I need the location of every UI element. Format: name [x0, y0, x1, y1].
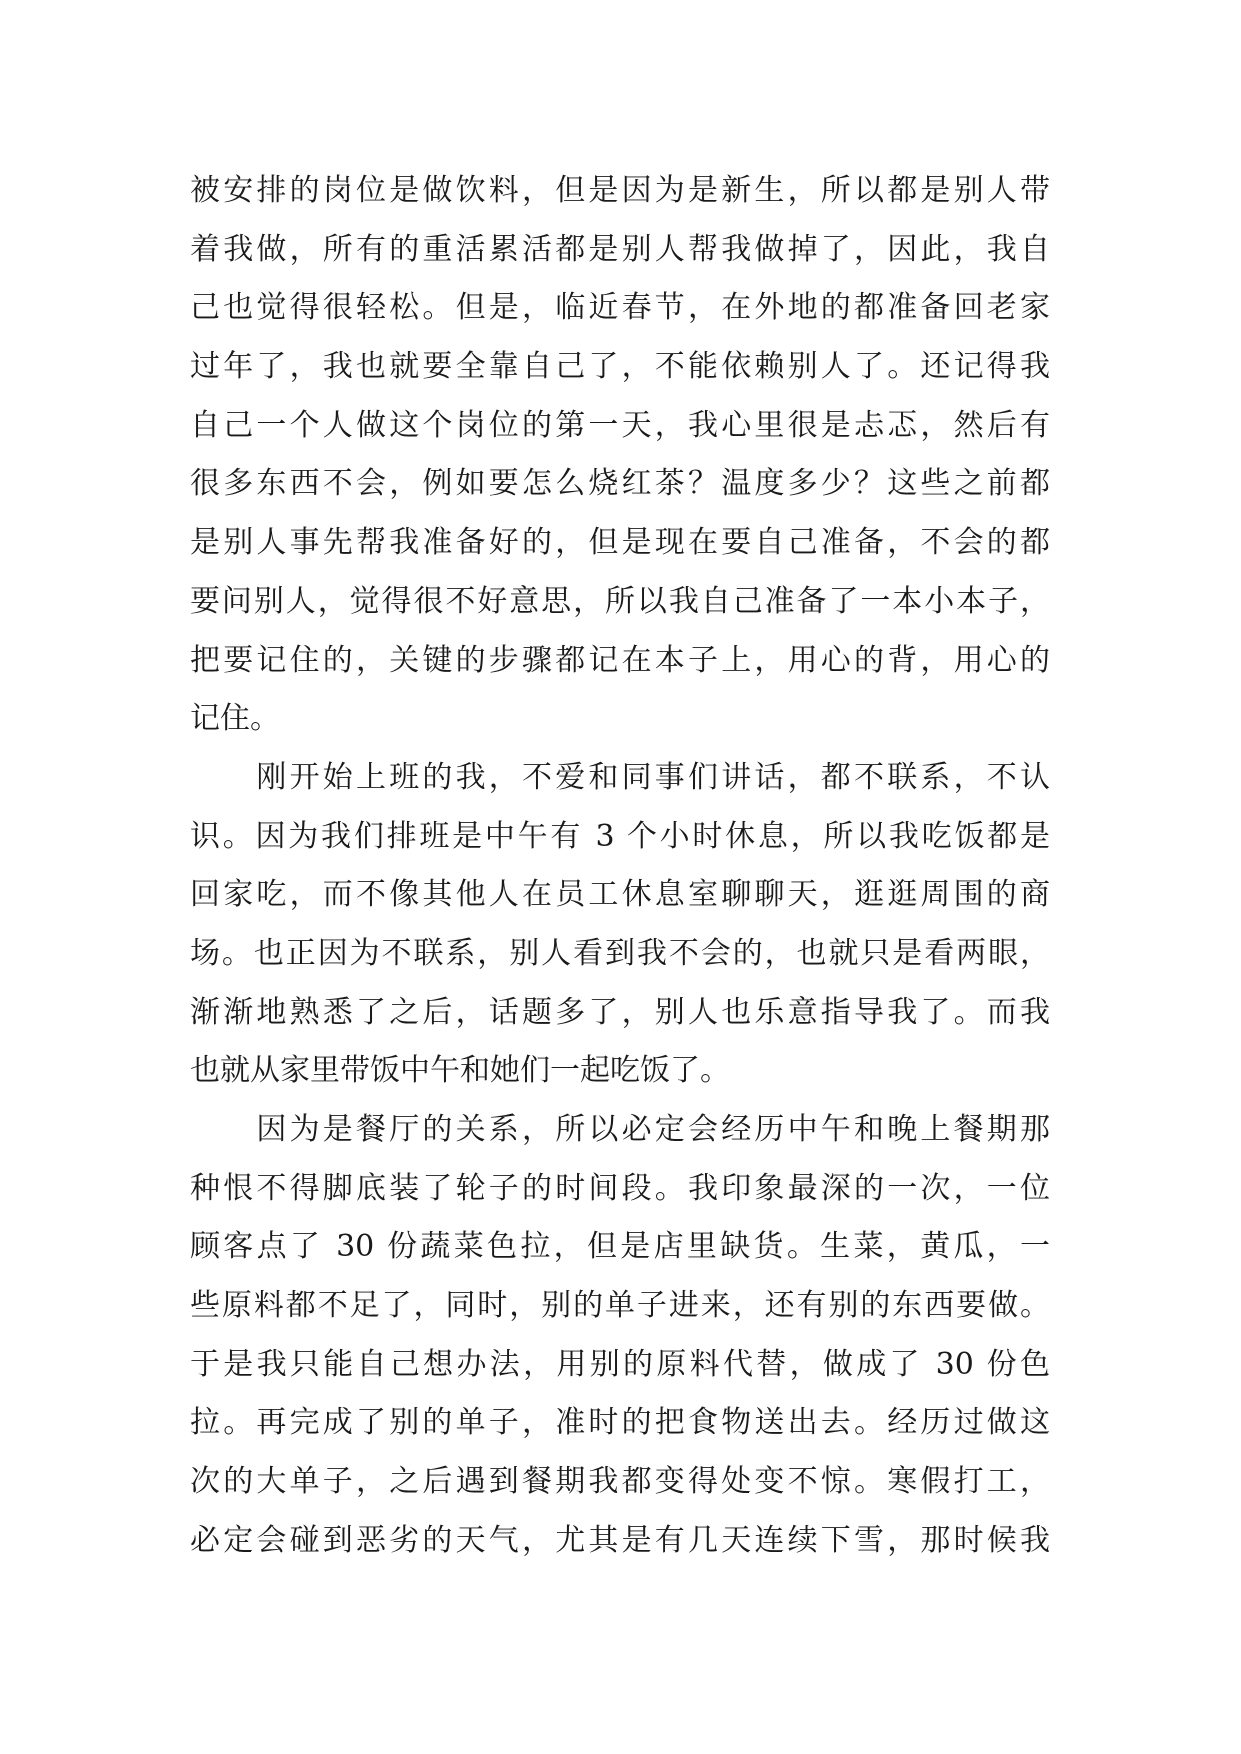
- text-line: 渐渐地熟悉了之后，话题多了，别人也乐意指导我了。而我: [190, 994, 1050, 1030]
- text-line: 己也觉得很轻松。但是，临近春节，在外地的都准备回老家: [190, 290, 1050, 326]
- document-body: [190, 162, 1050, 1571]
- text-line: 识。因为我们排班是中午有 3 个小时休息，所以我吃饭都是: [190, 818, 1050, 854]
- paragraph-3: [190, 1101, 1050, 1571]
- text-line: 是别人事先帮我准备好的，但是现在要自己准备，不会的都: [190, 525, 1050, 561]
- text-line: 要问别人，觉得很不好意思，所以我自己准备了一本小本子，: [190, 583, 1050, 619]
- text-line: 很多东西不会，例如要怎么烧红茶？温度多少？这些之前都: [190, 466, 1050, 502]
- text-line: 次的大单子，之后遇到餐期我都变得处变不惊。寒假打工，: [190, 1464, 1050, 1500]
- text-line: 些原料都不足了，同时，别的单子进来，还有别的东西要做。: [190, 1288, 1050, 1324]
- text-line: 顾客点了 30 份蔬菜色拉，但是店里缺货。生菜，黄瓜，一: [190, 1229, 1050, 1265]
- text-line: 场。也正因为不联系，别人看到我不会的，也就只是看两眼，: [190, 935, 1050, 971]
- text-line: 刚开始上班的我，不爱和同事们讲话，都不联系，不认: [190, 759, 1050, 795]
- text-line: 因为是餐厅的关系，所以必定会经历中午和晚上餐期那: [190, 1112, 1050, 1147]
- text-line: 种恨不得脚底装了轮子的时间段。我印象最深的一次，一位: [190, 1170, 1050, 1206]
- text-line: 拉。再完成了别的单子，准时的把食物送出去。经历过做这: [190, 1405, 1050, 1441]
- text-line: 把要记住的，关键的步骤都记在本子上，用心的背，用心的: [190, 642, 1050, 678]
- paragraph-2: [190, 749, 1050, 1101]
- text-line: 回家吃，而不像其他人在员工休息室聊聊天，逛逛周围的商: [190, 877, 1050, 913]
- text-line: 着我做，所有的重活累活都是别人帮我做掉了，因此，我自: [190, 231, 1050, 267]
- text-line: 于是我只能自己想办法，用别的原料代替，做成了 30 份色: [190, 1346, 1050, 1382]
- text-line: 被安排的岗位是做饮料，但是因为是新生，所以都是别人带: [190, 173, 1050, 208]
- text-line: 也就从家里带饭中午和她们一起吃饭了。: [190, 1053, 730, 1089]
- paragraph-1: [190, 162, 1050, 749]
- text-line: 过年了，我也就要全靠自己了，不能依赖别人了。还记得我: [190, 349, 1050, 385]
- text-line: 自己一个人做这个岗位的第一天，我心里很是忐忑，然后有: [190, 407, 1050, 443]
- text-line: 必定会碰到恶劣的天气，尤其是有几天连续下雪，那时候我: [190, 1522, 1050, 1558]
- text-line: 记住。: [190, 701, 280, 737]
